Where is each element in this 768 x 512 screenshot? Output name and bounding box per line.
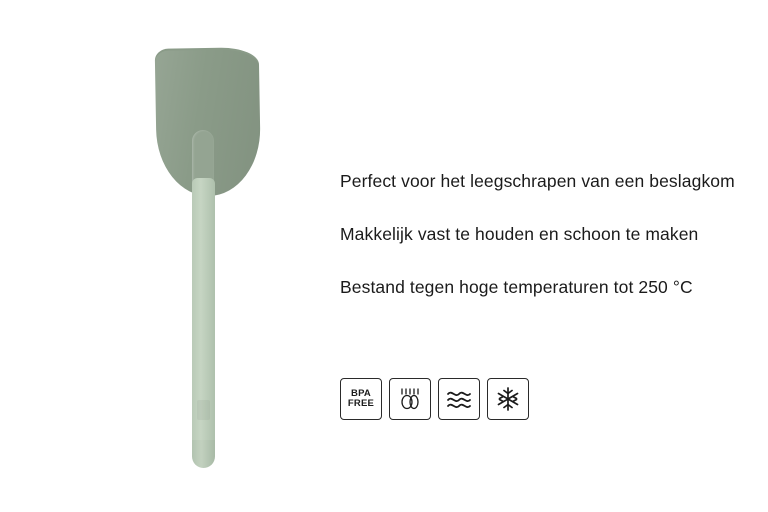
feature-item: Makkelijk vast te houden en schoon te maken (340, 224, 699, 244)
feature-list (340, 168, 750, 301)
bpa-free-icon (340, 378, 382, 420)
bpa-free-label (348, 389, 374, 410)
feature-item: Bestand tegen hoge temperaturen tot 250 °C (340, 277, 693, 297)
property-icon-row (340, 378, 529, 420)
spatula-handle-tip (192, 440, 215, 468)
feature-item: Perfect voor het leegschrapen van een beslagkom (340, 171, 735, 191)
product-image (0, 0, 330, 512)
spatula-illustration (150, 48, 270, 458)
freezer-safe-icon (487, 378, 529, 420)
bpa-free-line2: FREE (347, 398, 375, 409)
heat-resistant-icon (438, 378, 480, 420)
dishwasher-safe-icon (389, 378, 431, 420)
bpa-free-line1: BPA (351, 387, 371, 399)
spatula-handle-marking (197, 400, 210, 420)
